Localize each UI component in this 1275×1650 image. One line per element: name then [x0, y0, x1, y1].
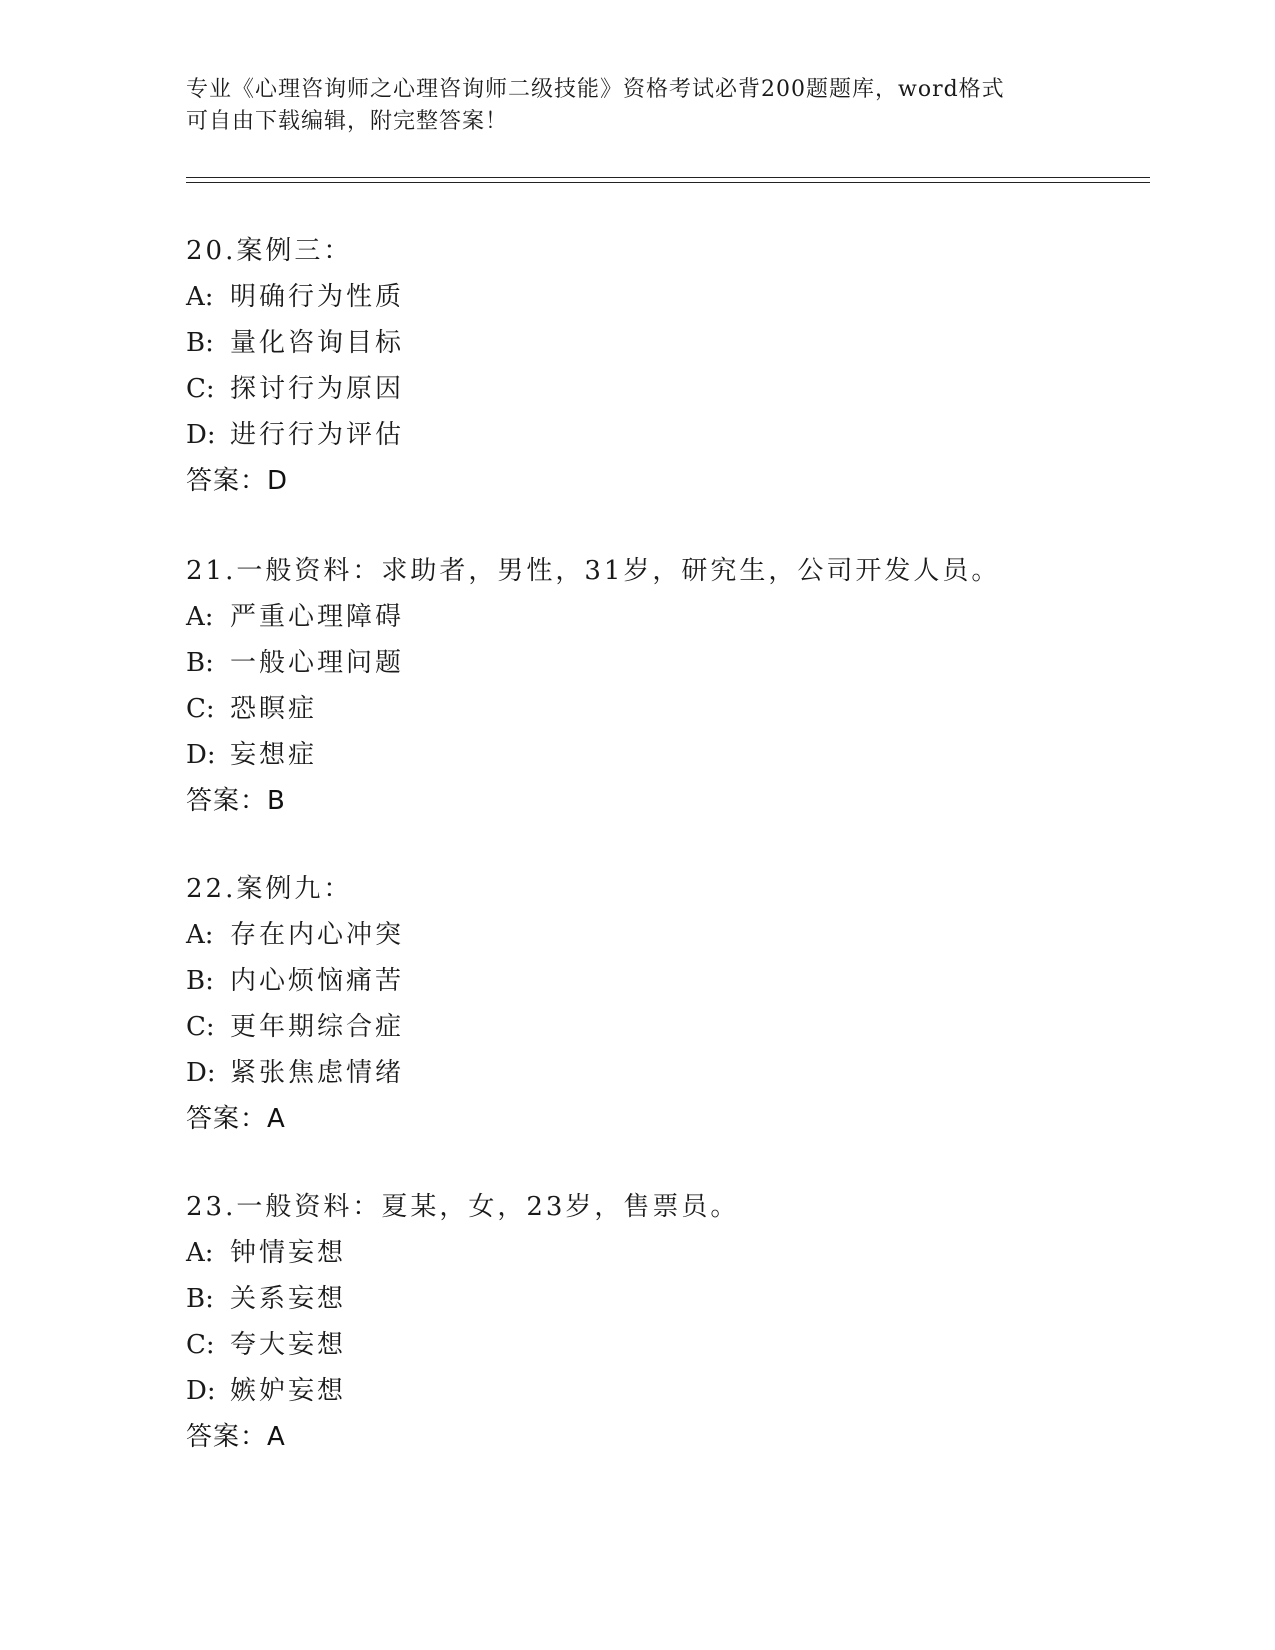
answer-line: 答案：A [186, 1104, 286, 1134]
option-d [186, 1368, 1146, 1414]
question-20 [186, 228, 1146, 504]
option-a [186, 274, 1146, 320]
question-22 [186, 866, 1146, 1142]
option-c [186, 366, 1146, 412]
option-c [186, 686, 1146, 732]
option-text: 紧张焦虑情绪 [230, 1058, 405, 1088]
option-letter: C: [186, 1330, 215, 1360]
option-b [186, 958, 1146, 1004]
answer-line: 答案：B [186, 786, 286, 816]
option-letter: D: [186, 1376, 216, 1406]
option-d [186, 1050, 1146, 1096]
option-text: 妄想症 [230, 740, 318, 770]
option-text: 明确行为性质 [230, 282, 405, 312]
option-text: 进行行为评估 [230, 420, 405, 450]
header-line-1: 专业《心理咨询师之心理咨询师二级技能》资格考试必背200题题库，word格式 [186, 77, 1005, 102]
option-letter: A: [186, 920, 214, 950]
option-letter: A: [186, 282, 214, 312]
question-stem: 20.案例三： [186, 236, 353, 266]
option-text: 严重心理障碍 [230, 602, 405, 632]
header-divider-top [186, 177, 1150, 178]
option-d [186, 732, 1146, 778]
question-stem: 21.一般资料：求助者，男性，31岁，研究生，公司开发人员。 [186, 556, 1001, 586]
option-text: 钟情妄想 [230, 1238, 347, 1268]
option-letter: B: [186, 1284, 214, 1314]
option-text: 夸大妄想 [230, 1330, 347, 1360]
option-letter: A: [186, 602, 214, 632]
option-a [186, 1230, 1146, 1276]
option-b [186, 640, 1146, 686]
option-letter: D: [186, 740, 216, 770]
option-text: 一般心理问题 [230, 648, 405, 678]
header-divider-bottom [186, 182, 1150, 183]
answer-line: 答案：D [186, 466, 289, 496]
question-stem: 23.一般资料：夏某，女，23岁，售票员。 [186, 1192, 740, 1222]
option-letter: B: [186, 328, 214, 358]
option-a [186, 594, 1146, 640]
option-b [186, 1276, 1146, 1322]
option-text: 关系妄想 [230, 1284, 347, 1314]
option-letter: D: [186, 420, 216, 450]
question-23 [186, 1184, 1146, 1460]
option-letter: C: [186, 1012, 215, 1042]
option-b [186, 320, 1146, 366]
option-d [186, 412, 1146, 458]
option-text: 内心烦恼痛苦 [230, 966, 405, 996]
header-line-2: 可自由下载编辑，附完整答案！ [186, 109, 509, 134]
document-header [186, 74, 1086, 138]
answer-line: 答案：A [186, 1422, 286, 1452]
option-letter: C: [186, 694, 215, 724]
option-letter: B: [186, 648, 214, 678]
option-text: 恐瞑症 [230, 694, 318, 724]
option-text: 探讨行为原因 [230, 374, 405, 404]
option-letter: D: [186, 1058, 216, 1088]
option-text: 存在内心冲突 [230, 920, 405, 950]
question-21 [186, 548, 1146, 824]
option-text: 更年期综合症 [230, 1012, 405, 1042]
option-letter: B: [186, 966, 214, 996]
option-c [186, 1004, 1146, 1050]
option-text: 量化咨询目标 [230, 328, 405, 358]
option-text: 嫉妒妄想 [230, 1376, 347, 1406]
option-a [186, 912, 1146, 958]
option-letter: C: [186, 374, 215, 404]
question-stem: 22.案例九： [186, 874, 353, 904]
option-letter: A: [186, 1238, 214, 1268]
option-c [186, 1322, 1146, 1368]
